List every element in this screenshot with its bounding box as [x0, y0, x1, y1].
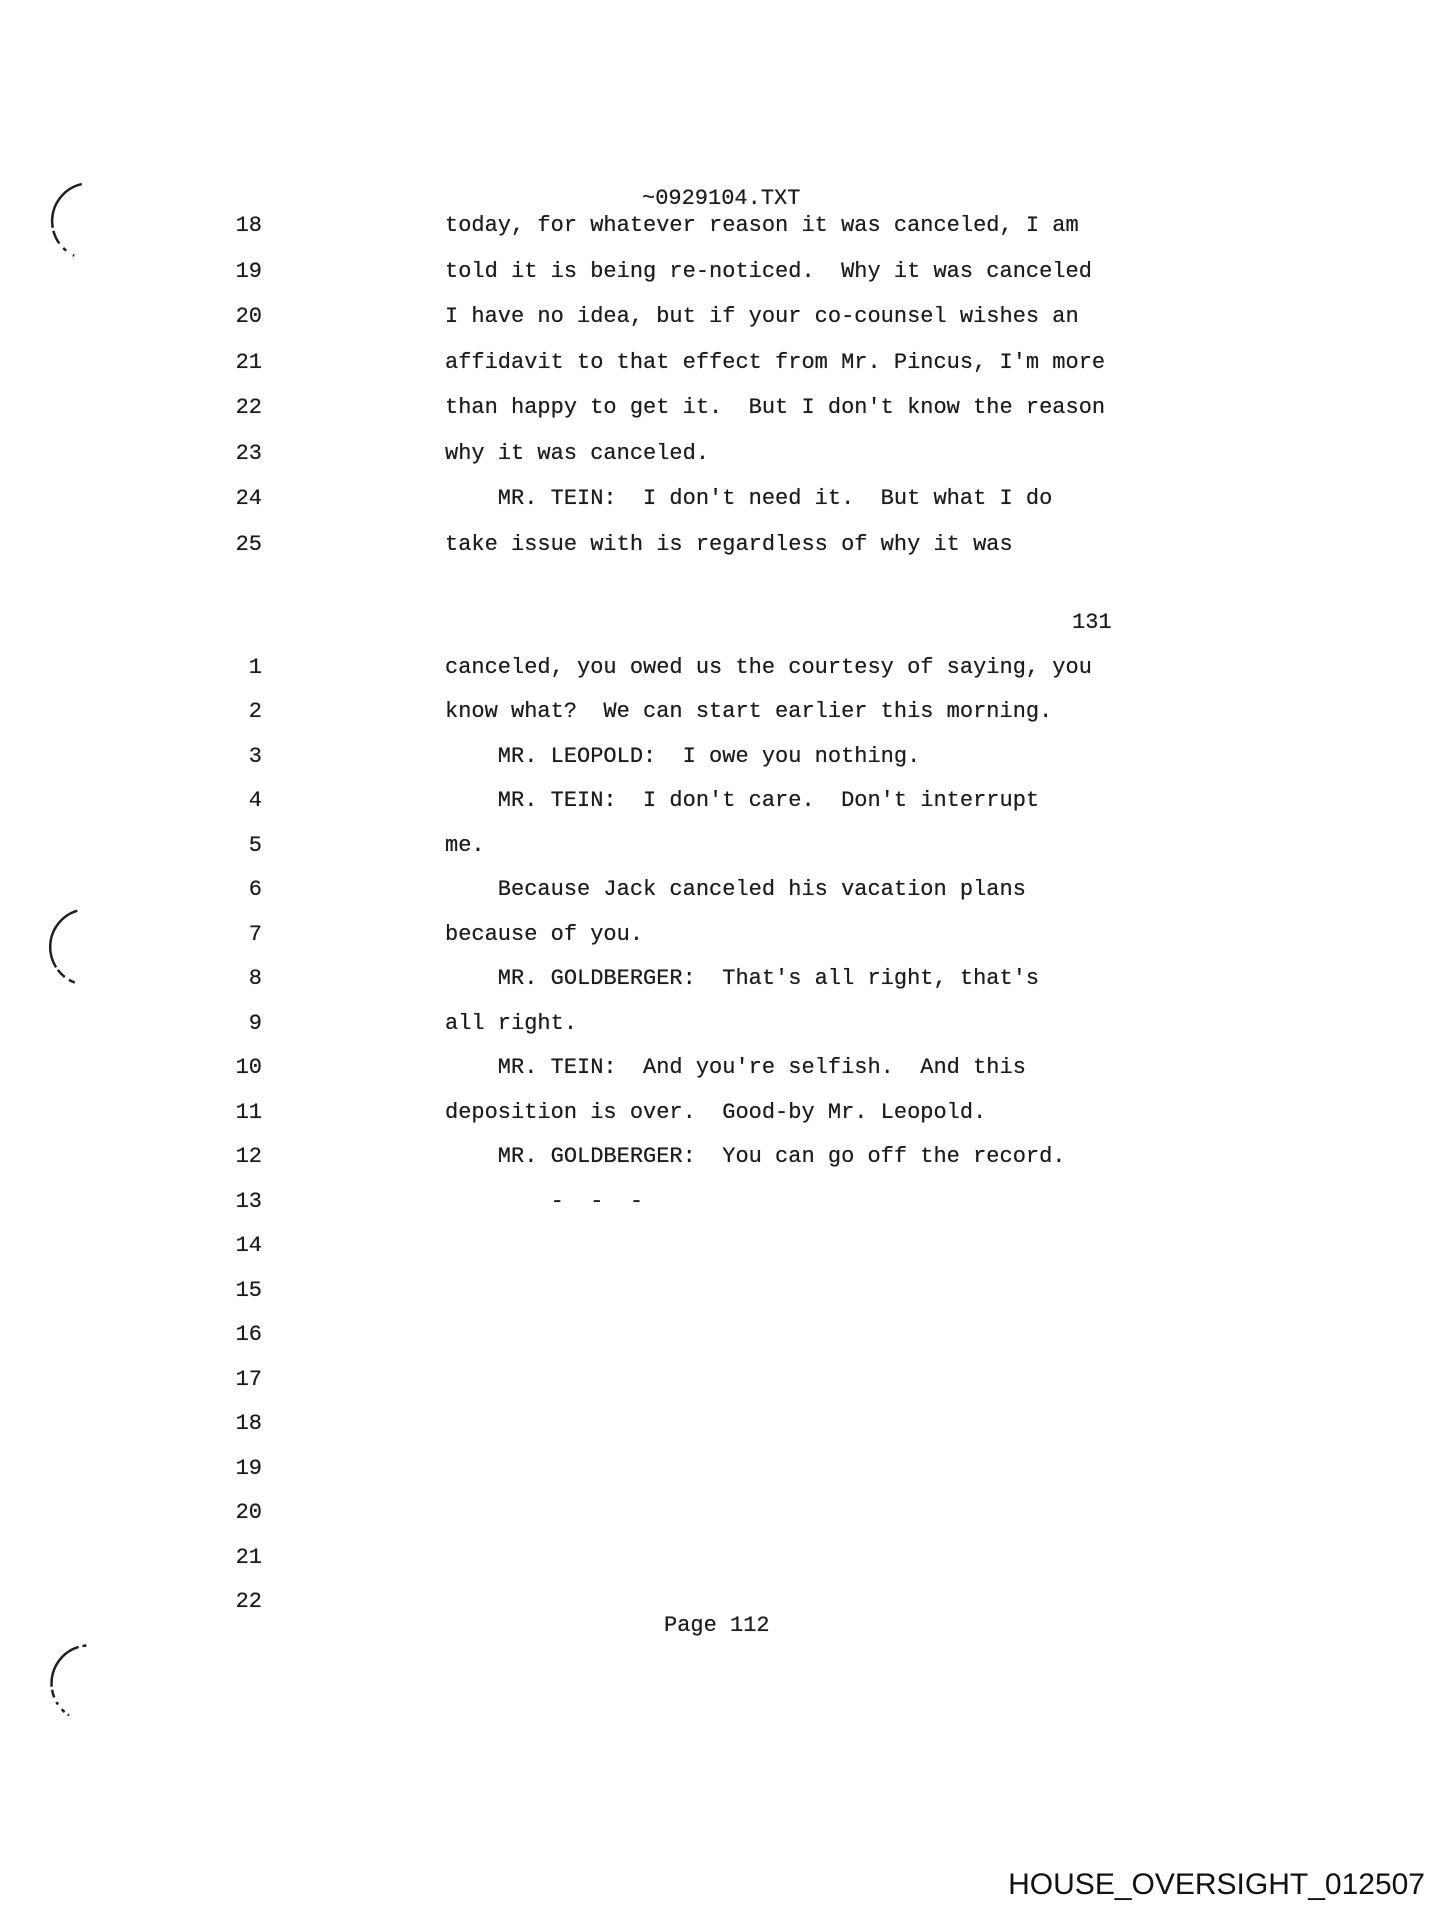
line-number: 18 — [235, 1411, 262, 1437]
line-number: 14 — [235, 1233, 262, 1259]
line-text: MR. LEOPOLD: I owe you nothing. — [445, 743, 921, 769]
transcript-line — [0, 1268, 1453, 1313]
transcript-line — [0, 1535, 1453, 1580]
line-text: than happy to get it. But I don't know the reason — [445, 395, 1106, 421]
line-number: 20 — [235, 1500, 262, 1526]
transcript-line — [0, 1135, 1453, 1180]
transcript-line — [0, 522, 1453, 568]
line-text: all right. — [445, 1010, 578, 1036]
transcript-line — [0, 294, 1453, 340]
line-text: told it is being re-noticed. Why it was canceled — [445, 258, 1092, 284]
transcript-block-top — [0, 203, 1453, 567]
line-text: MR. GOLDBERGER: You can go off the record. — [445, 1144, 1066, 1170]
transcript-line — [0, 476, 1453, 522]
footer-page-label: Page 112 — [664, 1613, 770, 1638]
line-text: canceled, you owed us the courtesy of saying, you — [445, 654, 1092, 680]
transcript-line — [0, 868, 1453, 913]
line-number: 1 — [248, 654, 262, 680]
transcript-line — [0, 1224, 1453, 1269]
transcript-line — [0, 1491, 1453, 1536]
line-number: 11 — [235, 1099, 262, 1125]
line-text: MR. TEIN: And you're selfish. And this — [445, 1055, 1026, 1081]
document-filename-header: ~0929104.TXT — [642, 186, 801, 211]
transcript-line — [0, 690, 1453, 735]
transcript-line — [0, 779, 1453, 824]
hole-punch-arc-bottom — [10, 1624, 109, 1731]
transcript-line — [0, 340, 1453, 386]
transcript-line — [0, 1402, 1453, 1447]
line-number: 2 — [248, 699, 262, 725]
transcript-line — [0, 1179, 1453, 1224]
transcript-line — [0, 385, 1453, 431]
line-text: me. — [445, 832, 485, 858]
line-number: 19 — [235, 258, 262, 284]
transcript-line — [0, 1046, 1453, 1091]
transcript-line — [0, 734, 1453, 779]
line-number: 25 — [235, 531, 262, 557]
line-number: 22 — [235, 1589, 262, 1615]
line-number: 18 — [235, 213, 262, 239]
line-number: 4 — [248, 788, 262, 814]
line-text: affidavit to that effect from Mr. Pincus, I'm more — [445, 349, 1106, 375]
line-number: 23 — [235, 440, 262, 466]
transcript-line — [0, 431, 1453, 477]
line-number: 21 — [235, 1544, 262, 1570]
bates-stamp-watermark: HOUSE_OVERSIGHT_012507 — [1008, 1868, 1425, 1901]
line-text: deposition is over. Good-by Mr. Leopold. — [445, 1099, 987, 1125]
transcript-line — [0, 1446, 1453, 1491]
line-text: why it was canceled. — [445, 440, 710, 466]
line-number: 7 — [248, 921, 262, 947]
line-number: 8 — [248, 966, 262, 992]
line-text: MR. TEIN: I don't care. Don't interrupt — [445, 788, 1040, 814]
line-text: take issue with is regardless of why it was — [445, 531, 1013, 557]
transcript-line — [0, 1357, 1453, 1402]
line-text: today, for whatever reason it was canceled, I am — [445, 213, 1079, 239]
line-number: 21 — [235, 349, 262, 375]
line-number: 17 — [235, 1366, 262, 1392]
line-text: MR. TEIN: I don't need it. But what I do — [445, 486, 1053, 512]
line-number: 15 — [235, 1277, 262, 1303]
line-number: 19 — [235, 1455, 262, 1481]
line-number: 20 — [235, 304, 262, 330]
transcript-block-bottom — [0, 645, 1453, 1624]
transcript-line — [0, 645, 1453, 690]
transcript-line — [0, 957, 1453, 1002]
line-number: 5 — [248, 832, 262, 858]
line-text: I have no idea, but if your co-counsel wishes an — [445, 304, 1079, 330]
line-number: 9 — [248, 1010, 262, 1036]
line-number: 13 — [235, 1188, 262, 1214]
line-number: 16 — [235, 1322, 262, 1348]
line-text: MR. GOLDBERGER: That's all right, that's — [445, 966, 1040, 992]
transcript-page-number: 131 — [1072, 610, 1112, 635]
line-text: - - - — [445, 1188, 644, 1214]
transcript-line — [0, 203, 1453, 249]
line-text: Because Jack canceled his vacation plans — [445, 877, 1026, 903]
line-text: know what? We can start earlier this morning. — [445, 699, 1053, 725]
transcript-line — [0, 912, 1453, 957]
line-text: because of you. — [445, 921, 644, 947]
line-number: 22 — [235, 395, 262, 421]
line-number: 10 — [235, 1055, 262, 1081]
transcript-line — [0, 1001, 1453, 1046]
transcript-line — [0, 249, 1453, 295]
transcript-line — [0, 1090, 1453, 1135]
line-number: 12 — [235, 1144, 262, 1170]
line-number: 24 — [235, 486, 262, 512]
transcript-line — [0, 823, 1453, 868]
line-number: 3 — [248, 743, 262, 769]
transcript-line — [0, 1313, 1453, 1358]
line-number: 6 — [248, 877, 262, 903]
